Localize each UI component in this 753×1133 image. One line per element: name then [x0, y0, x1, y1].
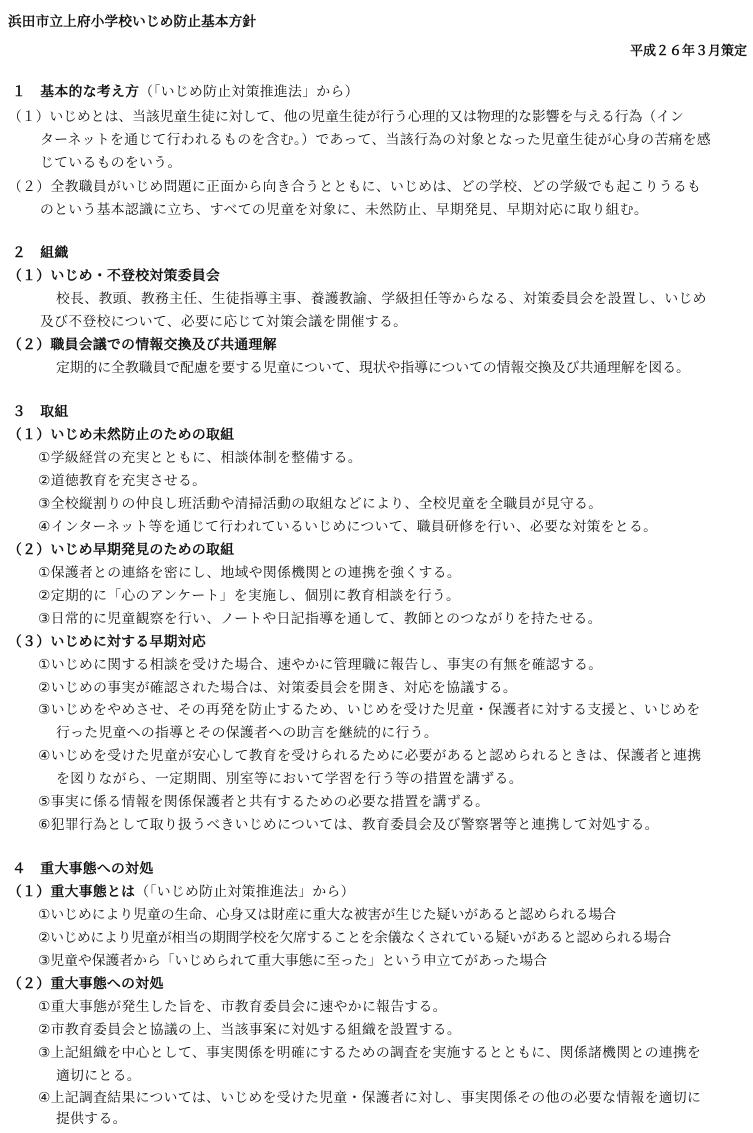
section-4-sub-1-main: （１）重大事態とは [8, 884, 136, 900]
section-3-sub-3-item-cont: を図りながら、一定期間、別室等において学習を行う等の措置を講ずる。 [56, 771, 523, 787]
section-3-sub-2-item: ①保護者との連絡を密にし、地域や関係機関との連携を強くする。 [38, 565, 461, 581]
section-3-sub-1-item: ①学級経営の充実とともに、相談体制を整備する。 [38, 450, 362, 466]
section-3-sub-2-item: ③日常的に児童観察を行い、ノートや日記指導を通して、教師とのつながりを持たせる。 [38, 611, 602, 627]
section-2-sub-1: （１）いじめ・不登校対策委員会 [8, 268, 221, 284]
section-3-sub-3-item: ②いじめの事実が確認された場合は、対策委員会を開き、対応を協議する。 [38, 680, 518, 696]
section-2-sub-2: （２）職員会議での情報交換及び共通理解 [8, 337, 277, 353]
section-4-sub-2-item-cont: 適切にとる。 [56, 1068, 141, 1084]
section-1-para-2-line-1: （２）全教職員がいじめ問題に正面から向き合うとともに、いじめは、どの学校、どの学級でも起こりうるも [8, 179, 702, 195]
section-3-sub-3-item: ①いじめに関する相談を受けた場合、速やかに管理職に報告し、事実の有無を確認する。 [38, 657, 603, 673]
document-title: 浜田市立上府小学校いじめ防止基本方針 [8, 14, 257, 30]
section-4-sub-1 [8, 882, 355, 902]
section-1-para-1-line-1: （１）いじめとは、当該児童生徒に対して、他の児童生徒が行う心理的又は物理的な影響を与える行為（イン [8, 109, 684, 125]
section-3-sub-2-item: ②定期的に「心のアンケート」を実施し、個別に教育相談を行う。 [38, 588, 461, 604]
section-1-para-1-line-2: ターネットを通じて行われるものを含む。）であって、当該行為の対象となった児童生徒が心身の苦痛を感 [40, 132, 712, 148]
section-3-sub-3-item: ④いじめを受けた児童が安心して教育を受けられるために必要があると認められるときは、保護者と連携 [38, 748, 702, 764]
section-3-sub-3-item-cont: 行った児童への指導とその保護者への助言を継続的に行う。 [56, 725, 438, 741]
section-2-heading: ２ 組織 [12, 245, 69, 261]
section-3-sub-1-item: ②道徳教育を充実させる。 [38, 473, 207, 489]
section-4-sub-1-item: ②いじめにより児童が相当の期間学校を欠席することを余儀なくされている疑いがあると認められる場合 [38, 930, 671, 946]
section-1-heading-main: １ 基本的な考え方 [12, 84, 140, 100]
section-4-sub-2-item-cont: 提供する。 [56, 1111, 127, 1127]
section-3-sub-1-item: ④インターネット等を通じて行われているいじめについて、職員研修を行い、必要な対策をとる。 [38, 519, 658, 535]
section-3-sub-2: （２）いじめ早期発見のための取組 [8, 542, 235, 558]
section-4-sub-2-item: ③上記組織を中心として、事実関係を明確にするための調査を実施するとともに、関係諸機関との連携を [38, 1045, 702, 1061]
section-3-heading: ３ 取組 [12, 404, 69, 420]
document-date: 平成２６年３月策定 [629, 44, 747, 59]
section-4-sub-2-item: ②市教育委員会と協議の上、当該事案に対処する組織を設置する。 [38, 1022, 461, 1038]
section-3-sub-3-item: ⑥犯罪行為として取り扱うべきいじめについては、教育委員会及び警察署等と連携して対処する。 [38, 817, 659, 833]
section-4-heading: ４ 重大事態への対処 [12, 861, 154, 877]
section-3-sub-3-item: ⑤事実に係る情報を関係保護者と共有するための必要な措置を講ずる。 [38, 794, 490, 810]
section-4-sub-2-item: ④上記調査結果については、いじめを受けた児童・保護者に対し、事実関係その他の必要な情報を適切に [38, 1090, 702, 1106]
section-4-sub-1-note: （「いじめ防止対策推進法」から） [135, 884, 355, 900]
section-4-sub-2-item: ①重大事態が発生した旨を、市教育委員会に速やかに報告する。 [38, 999, 447, 1015]
section-3-sub-1: （１）いじめ未然防止のための取組 [8, 427, 235, 443]
section-1-heading-sub: （「いじめ防止対策推進法」から） [139, 84, 359, 100]
section-1-heading [12, 82, 359, 102]
section-3-sub-3: （３）いじめに対する早期対応 [8, 634, 207, 650]
section-4-sub-1-item: ①いじめにより児童の生命、心身又は財産に重大な被害が生じた疑いがあると認められる場合 [38, 907, 617, 923]
section-1-para-2-line-2: のという基本認識に立ち、すべての児童を対象に、未然防止、早期発見、早期対応に取り組む。 [40, 202, 649, 218]
section-2-sub-1-text-1: 校長、教頭、教務主任、生徒指導主事、養護教諭、学級担任等からなる、対策委員会を設置し、いじめ [56, 291, 707, 307]
section-3-sub-3-item: ③いじめをやめさせ、その再発を防止するため、いじめを受けた児童・保護者に対する支援と、いじめを [38, 702, 701, 718]
section-3-sub-1-item: ③全校縦割りの仲良し班活動や清掃活動の取組などにより、全校児童を全職員が見守る。 [38, 496, 603, 512]
section-2-sub-1-text-2: 及び不登校について、必要に応じて対策会議を開催する。 [40, 314, 408, 330]
section-4-sub-1-item: ③児童や保護者から「いじめられて重大事態に至った」という申立てがあった場合 [38, 953, 547, 969]
section-2-sub-2-text: 定期的に全教職員で配慮を要する児童について、現状や指導についての情報交換及び共通理解を図る。 [56, 360, 690, 376]
section-1-para-1-line-3: じているものをいう。 [40, 155, 182, 171]
section-4-sub-2: （２）重大事態への対処 [8, 976, 164, 992]
